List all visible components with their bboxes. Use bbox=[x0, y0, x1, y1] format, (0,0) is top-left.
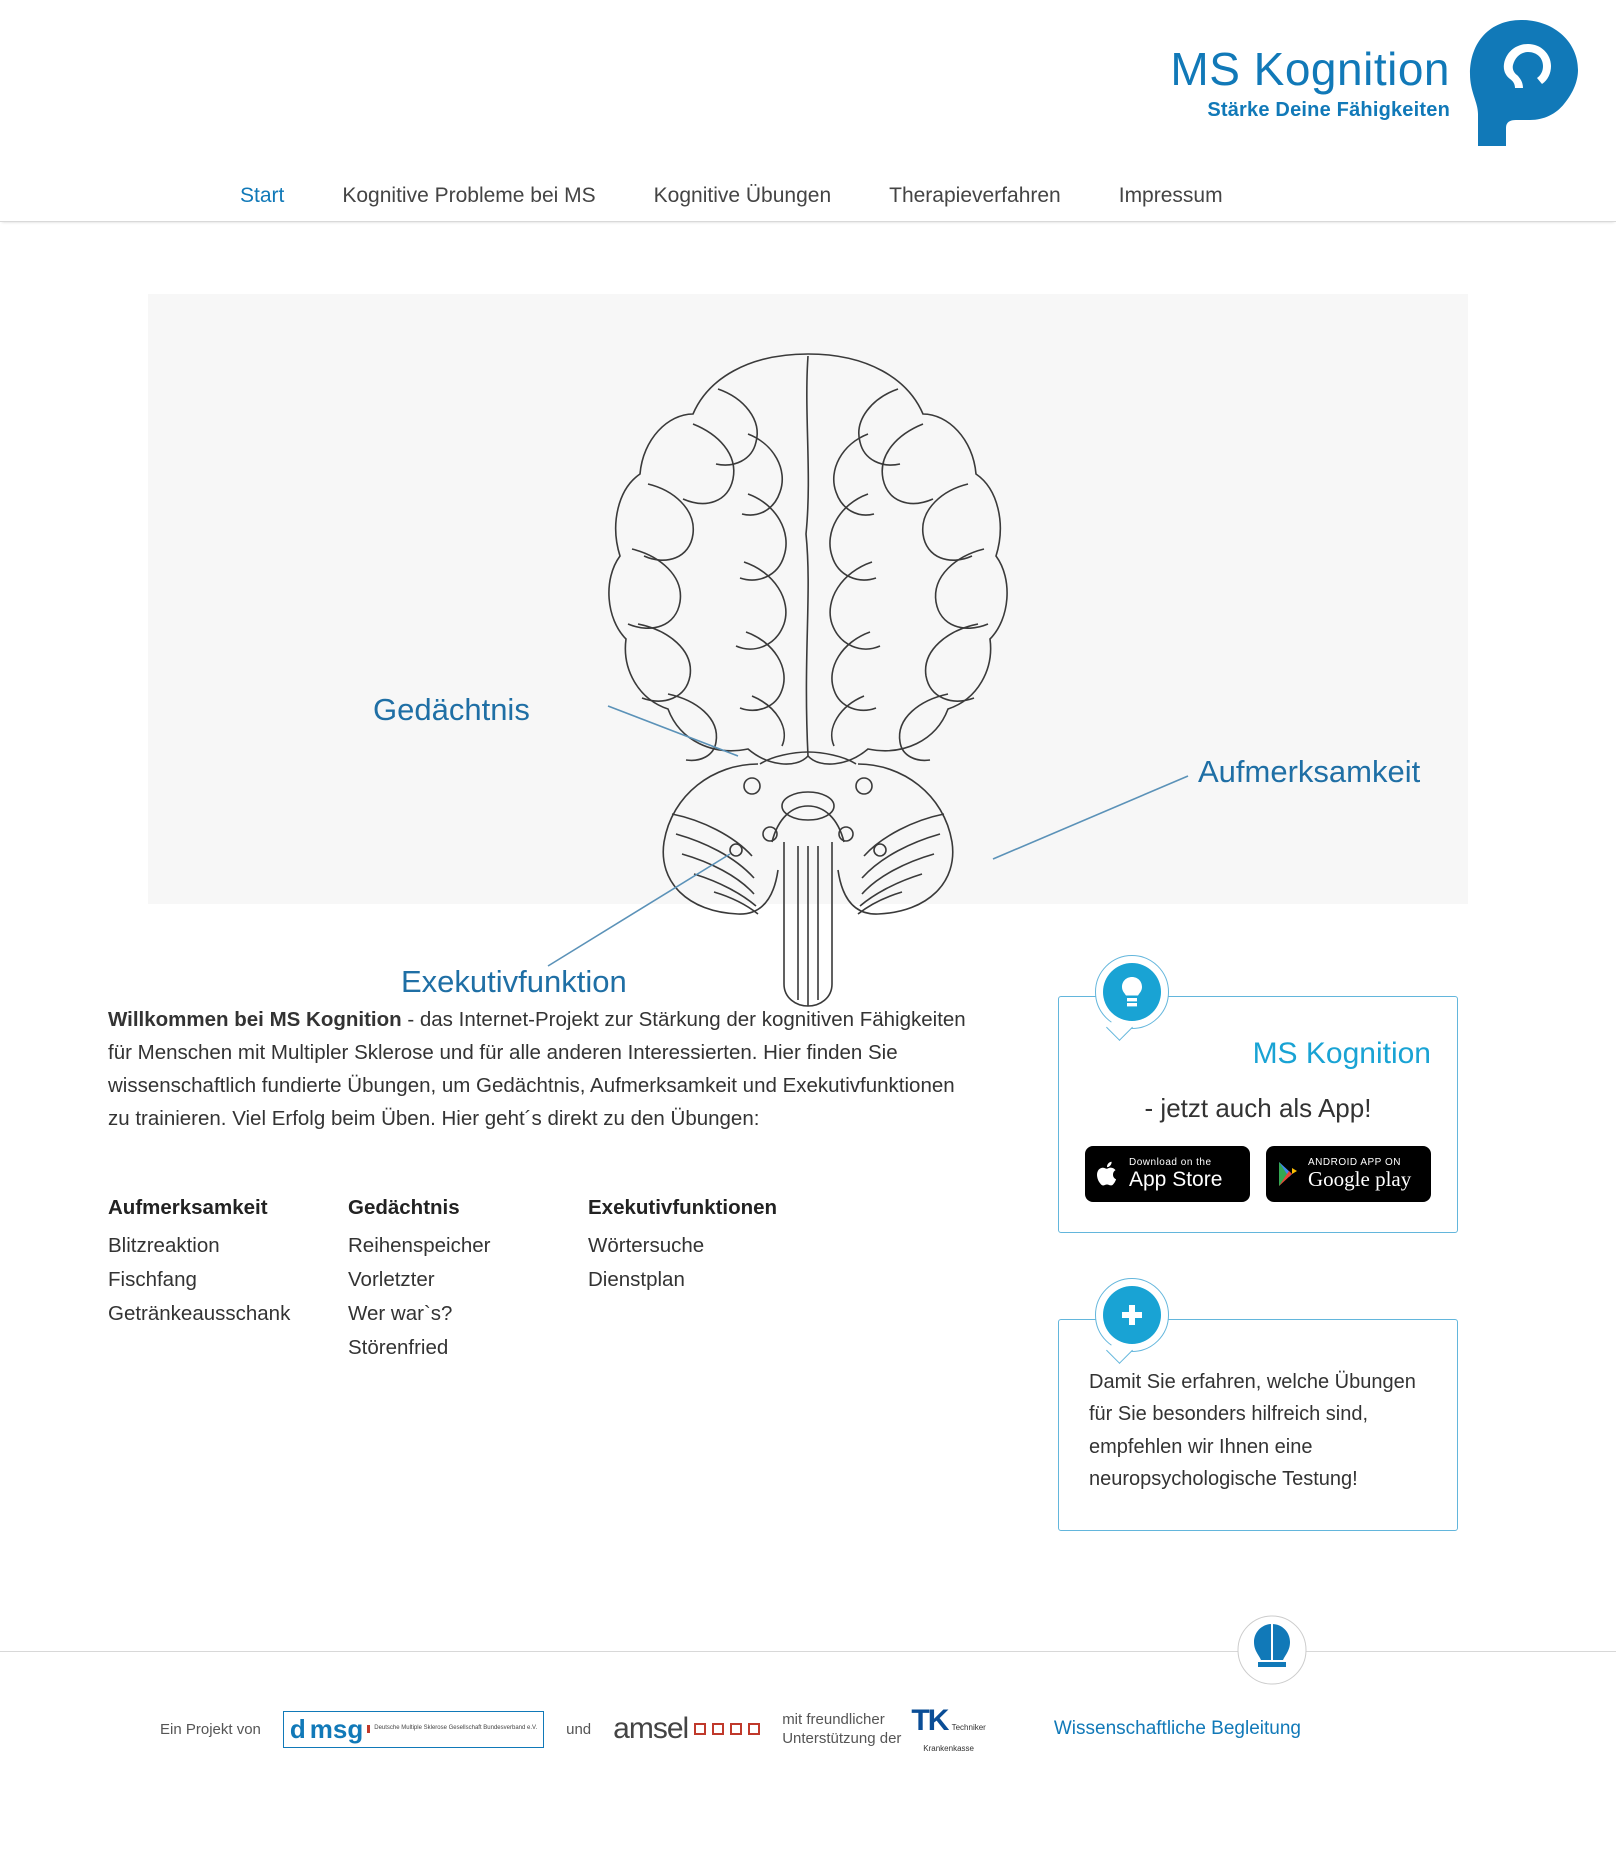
dmsg-msg: msg bbox=[309, 1713, 364, 1744]
brain-illustration-icon bbox=[148, 294, 1468, 904]
tk-support-text bbox=[782, 1710, 901, 1749]
dmsg-subtitle: Deutsche Multiple Sklerose Gesellschaft Bundesverband e.V. bbox=[367, 1725, 537, 1733]
exercise-column-gedaechtnis bbox=[348, 1191, 588, 1365]
main-navigation-bar bbox=[0, 170, 1616, 222]
hero-label-memory: Gedächtnis bbox=[373, 692, 530, 727]
amsel-square-icon bbox=[730, 1723, 742, 1735]
tk-support-line1: mit freundlicher bbox=[782, 1710, 885, 1728]
exercise-link-reihenspeicher[interactable]: Reihenspeicher bbox=[348, 1234, 491, 1258]
amsel-square-icon bbox=[694, 1723, 706, 1735]
footer-brain-icon bbox=[1236, 1614, 1308, 1686]
footer-partners bbox=[0, 1652, 1616, 1755]
dmsg-d: d bbox=[289, 1713, 306, 1744]
exercise-link-getraenkeausschank[interactable]: Getränkeausschank bbox=[108, 1302, 291, 1326]
logo-tagline: Stärke Deine Fähigkeiten bbox=[1207, 98, 1450, 121]
exercise-link-blitzreaktion[interactable]: Blitzreaktion bbox=[108, 1234, 220, 1258]
intro-body: - das Internet-Projekt zur Stärkung der kognitiven Fähigkeiten für Menschen mit Multipler Sklerose und für alle anderen Interessierten. Hier finden Sie wissenschaftlich fundierte Übungen, um Gedächtnis, Aufmerksamkeit und Exekutivfunktionen zu trainieren. Viel Erfolg beim Üben. Hier geht´s direkt zu den Übungen: bbox=[108, 1007, 966, 1131]
nav-item-kognitive-uebungen[interactable]: Kognitive Übungen bbox=[653, 184, 832, 207]
footer-and: und bbox=[566, 1720, 592, 1738]
exercise-link-woertersuche[interactable]: Wörtersuche bbox=[588, 1234, 705, 1258]
plus-icon bbox=[1103, 1286, 1161, 1344]
app-card-title: MS Kognition bbox=[1252, 1037, 1431, 1070]
logo-text bbox=[1170, 45, 1450, 120]
intro-paragraph bbox=[108, 1003, 978, 1136]
amsel-square-icon bbox=[748, 1723, 760, 1735]
app-promo-card bbox=[1058, 996, 1458, 1233]
exercise-column-title: Exekutivfunktionen bbox=[588, 1196, 778, 1220]
content-right-column bbox=[1058, 982, 1458, 1531]
exercise-link-vorletzter[interactable]: Vorletzter bbox=[348, 1268, 435, 1292]
site-footer bbox=[0, 1651, 1616, 1831]
app-store-badge-small: Download on the bbox=[1129, 1156, 1212, 1168]
site-header bbox=[0, 0, 1616, 170]
nav-item-kognitive-probleme-bei-ms[interactable]: Kognitive Probleme bei MS bbox=[342, 184, 596, 207]
exercise-link-wer-wars[interactable]: Wer war`s? bbox=[348, 1302, 453, 1326]
exercise-column-title: Gedächtnis bbox=[348, 1196, 460, 1220]
logo-title: MS Kognition bbox=[1170, 43, 1450, 96]
tk-support-line2: Unterstützung der bbox=[782, 1730, 902, 1748]
nav-item-impressum[interactable]: Impressum bbox=[1118, 184, 1223, 207]
intro-lead: Willkommen bei MS Kognition bbox=[108, 1007, 402, 1031]
tk-logo[interactable] bbox=[911, 1704, 985, 1755]
exercise-column-exekutivfunktionen bbox=[588, 1191, 828, 1365]
site-logo[interactable] bbox=[1170, 18, 1580, 148]
tk-name: Techniker bbox=[951, 1722, 986, 1732]
amsel-wordmark: amsel bbox=[613, 1712, 689, 1746]
testing-info-text: Damit Sie erfahren, welche Übungen für Sie besonders hilfreich sind, empfehlen wir Ihnen eine neuropsychologische Testung! bbox=[1089, 1371, 1416, 1491]
exercise-column-aufmerksamkeit bbox=[108, 1191, 348, 1365]
google-play-icon bbox=[1276, 1160, 1300, 1188]
exercise-column-title: Aufmerksamkeit bbox=[108, 1196, 268, 1220]
amsel-logo[interactable] bbox=[613, 1712, 760, 1746]
amsel-square-icon bbox=[712, 1723, 724, 1735]
hero-brain-banner bbox=[148, 294, 1468, 999]
tk-mark: TK bbox=[911, 1703, 948, 1737]
exercise-link-fischfang[interactable]: Fischfang bbox=[108, 1268, 197, 1292]
exercise-link-dienstplan[interactable]: Dienstplan bbox=[588, 1268, 685, 1292]
exercise-columns bbox=[108, 1191, 988, 1365]
hero-label-executive: Exekutivfunktion bbox=[401, 964, 627, 999]
google-play-badge-small: ANDROID APP ON bbox=[1308, 1156, 1401, 1168]
main-content bbox=[0, 982, 1616, 1531]
tk-subname: Krankenkasse bbox=[923, 1743, 974, 1753]
app-store-badge[interactable] bbox=[1085, 1146, 1250, 1202]
footer-link-wissenschaftliche-begleitung[interactable]: Wissenschaftliche Begleitung bbox=[1053, 1718, 1301, 1740]
head-brain-icon bbox=[1462, 18, 1580, 148]
dmsg-logo[interactable] bbox=[283, 1711, 544, 1748]
nav-item-therapieverfahren[interactable]: Therapieverfahren bbox=[889, 184, 1061, 207]
exercise-link-stoerenfried[interactable]: Störenfried bbox=[348, 1336, 449, 1360]
google-play-badge-big: Google play bbox=[1308, 1166, 1412, 1191]
lightbulb-bubble bbox=[1095, 955, 1169, 1029]
lightbulb-icon bbox=[1103, 963, 1161, 1021]
nav-item-start[interactable]: Start bbox=[240, 184, 285, 207]
store-badges bbox=[1085, 1146, 1431, 1202]
tk-support-block bbox=[782, 1704, 986, 1755]
main-navigation bbox=[0, 170, 1616, 222]
app-card-subtitle: - jetzt auch als App! bbox=[1144, 1093, 1372, 1123]
google-play-badge[interactable] bbox=[1266, 1146, 1431, 1202]
testing-info-card bbox=[1058, 1319, 1458, 1531]
footer-project-by: Ein Projekt von bbox=[160, 1720, 261, 1738]
plus-bubble bbox=[1095, 1278, 1169, 1352]
app-store-badge-big: App Store bbox=[1129, 1167, 1223, 1191]
content-left-column bbox=[108, 982, 988, 1531]
hero-label-attention: Aufmerksamkeit bbox=[1198, 754, 1421, 789]
apple-icon bbox=[1095, 1159, 1121, 1189]
